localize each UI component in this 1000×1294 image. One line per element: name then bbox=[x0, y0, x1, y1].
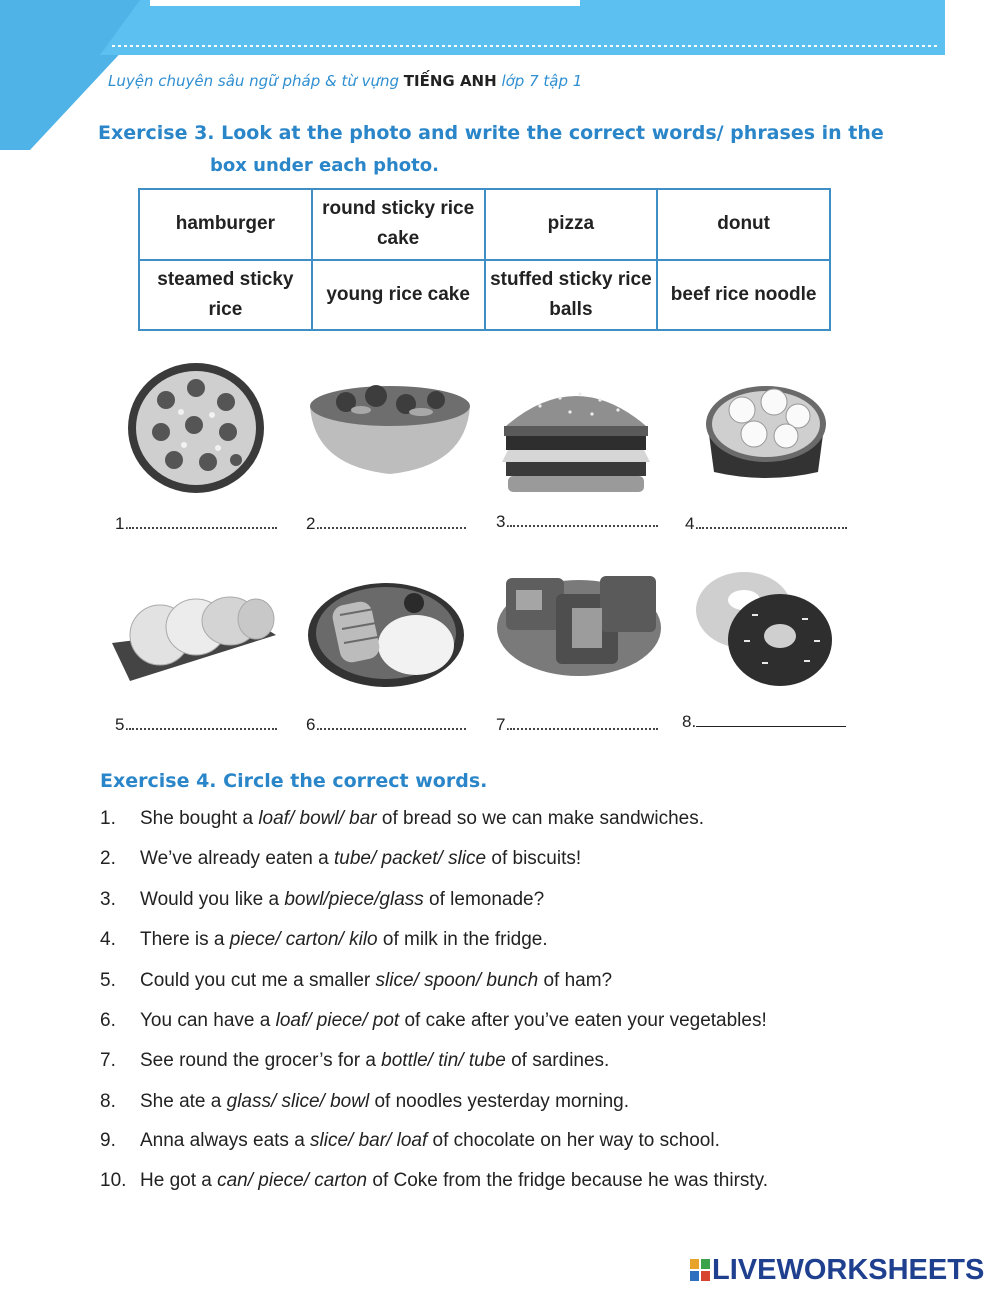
word-box bbox=[138, 188, 831, 331]
donut-photo bbox=[692, 570, 834, 688]
young-rice-cake-photo bbox=[496, 568, 662, 678]
answer-options[interactable]: slice/ bar/ loaf bbox=[310, 1130, 428, 1151]
round-sticky-rice-cake-photo bbox=[110, 595, 278, 683]
word-cell: round sticky rice cake bbox=[312, 189, 485, 260]
answer-blank-1[interactable] bbox=[115, 513, 277, 534]
steamed-sticky-rice-photo bbox=[306, 565, 466, 689]
answer-options[interactable]: bottle/ tin/ tube bbox=[381, 1050, 506, 1071]
logo-icon bbox=[690, 1259, 710, 1281]
question-7: 7. See round the grocer’s for a bottle/ tin/ tube of sardines. bbox=[100, 1050, 610, 1071]
answer-options[interactable]: glass/ slice/ bowl bbox=[226, 1091, 370, 1112]
exercise-3-title-cont: box under each photo. bbox=[210, 155, 439, 176]
word-cell: stuffed sticky rice balls bbox=[485, 260, 658, 331]
answer-options[interactable]: bowl/piece/glass bbox=[284, 889, 424, 910]
book-title: Luyện chuyên sâu ngữ pháp & từ vựng TIẾNG ANH lớp 7 tập 1 bbox=[108, 72, 583, 90]
noodle-bowl-photo bbox=[306, 366, 474, 476]
answer-blank-4[interactable] bbox=[685, 513, 847, 534]
blank-number: 2. bbox=[306, 514, 321, 533]
answer-blank-3[interactable] bbox=[496, 511, 658, 532]
question-2: 2. We’ve already eaten a tube/ packet/ slice of biscuits! bbox=[100, 848, 582, 869]
answer-blank-8[interactable] bbox=[682, 712, 846, 732]
blank-number: 5. bbox=[115, 715, 130, 734]
question-4: 4. There is a piece/ carton/ kilo of milk in the fridge. bbox=[100, 929, 548, 950]
question-8: 8. She ate a glass/ slice/ bowl of noodles yesterday morning. bbox=[100, 1091, 629, 1112]
word-cell: hamburger bbox=[139, 189, 312, 260]
answer-blank-2[interactable] bbox=[306, 513, 466, 534]
blank-number: 7. bbox=[496, 715, 511, 734]
word-cell: steamed sticky rice bbox=[139, 260, 312, 331]
liveworksheets-logo[interactable]: LIVEWORKSHEETS bbox=[690, 1254, 984, 1287]
word-cell: young rice cake bbox=[312, 260, 485, 331]
word-cell: beef rice noodle bbox=[657, 260, 830, 331]
blank-number: 4. bbox=[685, 514, 700, 533]
answer-blank-5[interactable] bbox=[115, 714, 277, 735]
answer-options[interactable]: slice/ spoon/ bunch bbox=[375, 970, 539, 991]
exercise-3-title: Exercise 3. Look at the photo and write the correct words/ phrases in the bbox=[98, 122, 884, 144]
question-5: 5. Could you cut me a smaller slice/ spoon/ bunch of ham? bbox=[100, 970, 613, 991]
word-cell: pizza bbox=[485, 189, 658, 260]
answer-options[interactable]: can/ piece/ carton bbox=[217, 1170, 368, 1191]
question-6: 6. You can have a loaf/ piece/ pot of cake after you’ve eaten your vegetables! bbox=[100, 1010, 767, 1031]
answer-options[interactable]: loaf/ bowl/ bar bbox=[258, 808, 377, 829]
blank-number: 6. bbox=[306, 715, 321, 734]
exercise-4-title: Exercise 4. Circle the correct words. bbox=[100, 770, 488, 792]
blank-number: 8. bbox=[682, 712, 697, 731]
answer-options[interactable]: tube/ packet/ slice bbox=[334, 848, 487, 869]
blank-number: 1. bbox=[115, 514, 130, 533]
pizza-photo bbox=[126, 360, 266, 495]
rice-balls-photo bbox=[702, 372, 830, 484]
question-9: 9. Anna always eats a slice/ bar/ loaf of chocolate on her way to school. bbox=[100, 1130, 720, 1151]
question-3: 3. Would you like a bowl/piece/glass of lemonade? bbox=[100, 889, 545, 910]
answer-blank-7[interactable] bbox=[496, 714, 658, 735]
answer-blank-6[interactable] bbox=[306, 714, 466, 735]
blank-number: 3. bbox=[496, 512, 511, 531]
question-10: 10. He got a can/ piece/ carton of Coke from the fridge because he was thirsty. bbox=[100, 1170, 769, 1191]
hamburger-photo bbox=[500, 376, 652, 496]
answer-options[interactable]: loaf/ piece/ pot bbox=[275, 1010, 400, 1031]
word-cell: donut bbox=[657, 189, 830, 260]
question-1: 1. She bought a loaf/ bowl/ bar of bread so we can make sandwiches. bbox=[100, 808, 705, 829]
answer-options[interactable]: piece/ carton/ kilo bbox=[229, 929, 378, 950]
